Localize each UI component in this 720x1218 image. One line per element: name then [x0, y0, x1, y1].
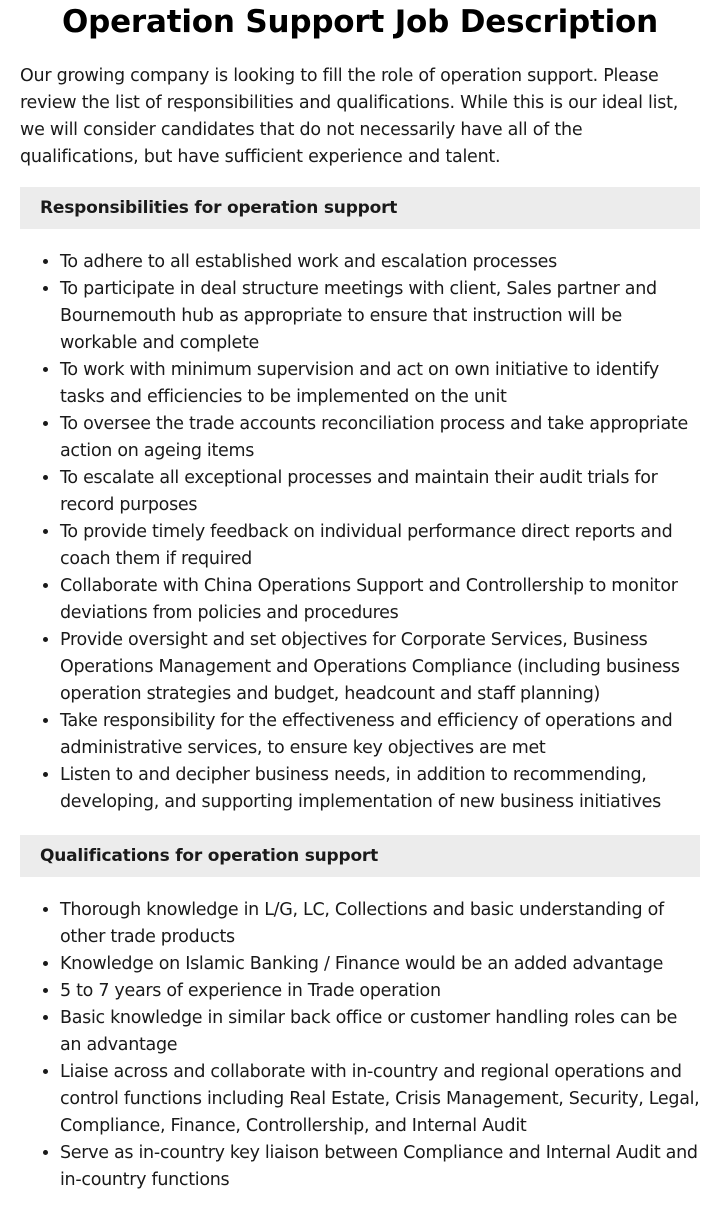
responsibilities-list: [20, 249, 700, 816]
list-item: • Provide oversight and set objectives for Corporate Services, Business Operations Management and Operations Compliance (including business operation strategies and budget, headcount and staff planning): [60, 627, 700, 708]
list-item: • 5 to 7 years of experience in Trade operation: [60, 978, 700, 1005]
qualifications-heading: Qualifications for operation support: [20, 835, 700, 877]
list-item: • Thorough knowledge in L/G, LC, Collections and basic understanding of other trade products: [60, 897, 700, 951]
list-item: • Take responsibility for the effectiveness and efficiency of operations and administrative services, to ensure key objectives are met: [60, 708, 700, 762]
list-item: • To work with minimum supervision and act on own initiative to identify tasks and efficiencies to be implemented on the unit: [60, 357, 700, 411]
list-item: • Collaborate with China Operations Support and Controllership to monitor deviations from policies and procedures: [60, 573, 700, 627]
list-item: • To participate in deal structure meetings with client, Sales partner and Bournemouth hub as appropriate to ensure that instruction will be workable and complete: [60, 276, 700, 357]
list-item: • Liaise across and collaborate with in-country and regional operations and control functions including Real Estate, Crisis Management, Security, Legal, Compliance, Finance, Controllership, and Internal Audit: [60, 1059, 700, 1140]
list-item: • Listen to and decipher business needs, in addition to recommending, developing, and supporting implementation of new business initiatives: [60, 762, 700, 816]
list-item: • To provide timely feedback on individual performance direct reports and coach them if required: [60, 519, 700, 573]
list-item: • To oversee the trade accounts reconciliation process and take appropriate action on ageing items: [60, 411, 700, 465]
responsibilities-heading: Responsibilities for operation support: [20, 187, 700, 229]
list-item: • Serve as in-country key liaison between Compliance and Internal Audit and in-country functions: [60, 1140, 700, 1194]
list-item: • To adhere to all established work and escalation processes: [60, 249, 700, 276]
qualifications-list: [20, 897, 700, 1194]
list-item: • Knowledge on Islamic Banking / Finance would be an added advantage: [60, 951, 700, 978]
list-item: • Basic knowledge in similar back office or customer handling roles can be an advantage: [60, 1005, 700, 1059]
intro-paragraph: Our growing company is looking to fill the role of operation support. Please review the list of responsibilities and qualifications. While this is our ideal list, we will consider candidates that do not necessarily have all of the qualifications, but have sufficient experience and talent.: [20, 66, 679, 167]
page-title: Operation Support Job Description: [61, 4, 659, 40]
list-item: • To escalate all exceptional processes and maintain their audit trials for record purposes: [60, 465, 700, 519]
